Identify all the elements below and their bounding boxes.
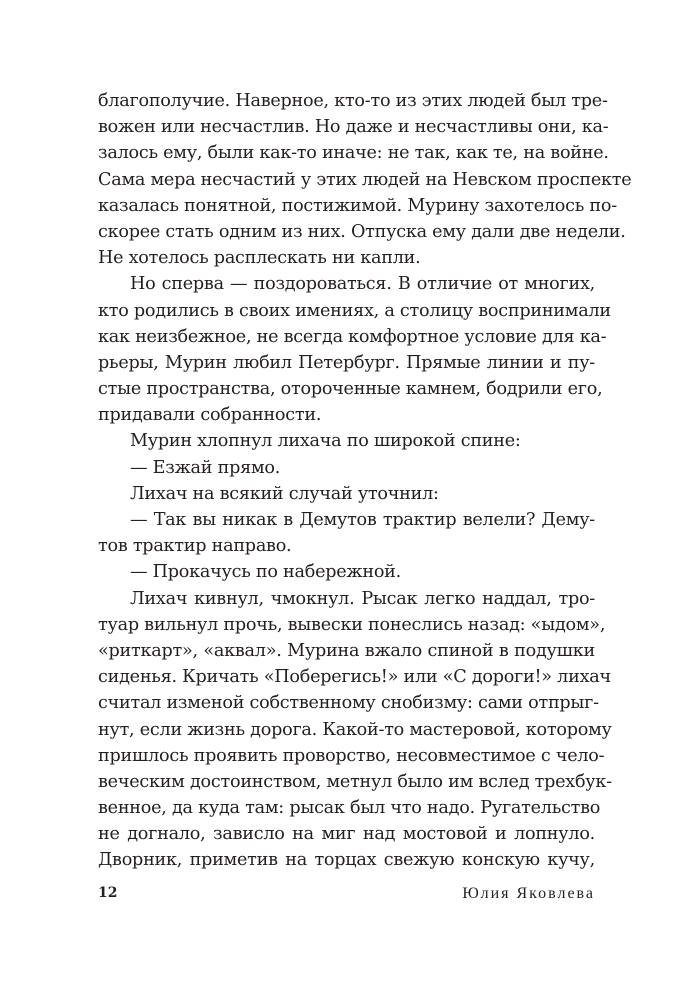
text-line: Мурин хлопнул лихача по широкой спине: xyxy=(130,431,521,452)
text-line: вожен или несчастлив. Но даже и несчастливы они, ка- xyxy=(98,117,609,138)
page-number: 12 xyxy=(98,885,118,901)
text-line: — Прокачусь по набережной. xyxy=(130,562,402,583)
text-line: тов трактир направо. xyxy=(98,536,292,557)
text-line: «риткарт», «аквал». Мурина вжало спиной в подушки xyxy=(98,640,595,661)
text-line: залось ему, были как-то иначе: не так, как те, на войне. xyxy=(98,143,609,164)
text-line: скорее стать одним из них. Отпуска ему дали две недели. xyxy=(98,221,626,242)
text-line: кто родились в своих имениях, а столицу воспринимали xyxy=(98,300,611,321)
text-line: сиденья. Кричать «Поберегись!» или «С дороги!» лихач xyxy=(98,667,611,688)
text-line: Не хотелось расплескать ни капли. xyxy=(98,248,421,269)
text-line: веческим достоинством, метнул было им вслед трехбук- xyxy=(98,771,612,792)
text-line: стые пространства, отороченные камнем, бодрили его, xyxy=(98,379,603,400)
text-line: не догнало, зависло на миг над мостовой и лопнуло. xyxy=(98,824,595,845)
text-line: рьеры, Мурин любил Петербург. Прямые линии и пу- xyxy=(98,352,595,373)
text-line: казалась понятной, постижимой. Мурину захотелось по- xyxy=(98,195,617,216)
text-line: пришлось проявить проворство, несовместимое с чело- xyxy=(98,745,605,766)
text-line: Лихач кивнул, чмокнул. Рысак легко наддал, тро- xyxy=(130,588,595,609)
text-line: туар вильнул прочь, вывески понеслись назад: «ыдом», xyxy=(98,614,606,635)
text-line: — Так вы никак в Демутов трактир велели? Дему- xyxy=(130,510,595,530)
text-line: придавали собранности. xyxy=(98,405,322,426)
text-line: Сама мера несчастий у этих людей на Невском проспекте xyxy=(98,169,632,190)
running-head-author: Юлия Яковлева xyxy=(462,885,595,902)
book-page-text xyxy=(98,88,632,874)
text-line: нут, если жизнь дорога. Какой-то мастеровой, которому xyxy=(98,719,612,740)
text-line: считал изменой собственному снобизму: сами отпрыг- xyxy=(98,693,599,714)
text-line: венное, да куда там: рысак был что надо. Ругательство xyxy=(98,798,601,819)
text-line: как неизбежное, не всегда комфортное условие для ка- xyxy=(98,326,607,347)
text-line: Лихач на всякий случай уточнил: xyxy=(130,483,439,504)
text-line: Дворник, приметив на торцах свежую конскую кучу, xyxy=(98,850,595,871)
text-line: — Езжай прямо. xyxy=(130,457,281,478)
text-line: благополучие. Наверное, кто-то из этих людей был тре- xyxy=(98,91,608,111)
page-footer xyxy=(98,885,595,909)
text-line: Но сперва — поздороваться. В отличие от многих, xyxy=(130,274,595,295)
